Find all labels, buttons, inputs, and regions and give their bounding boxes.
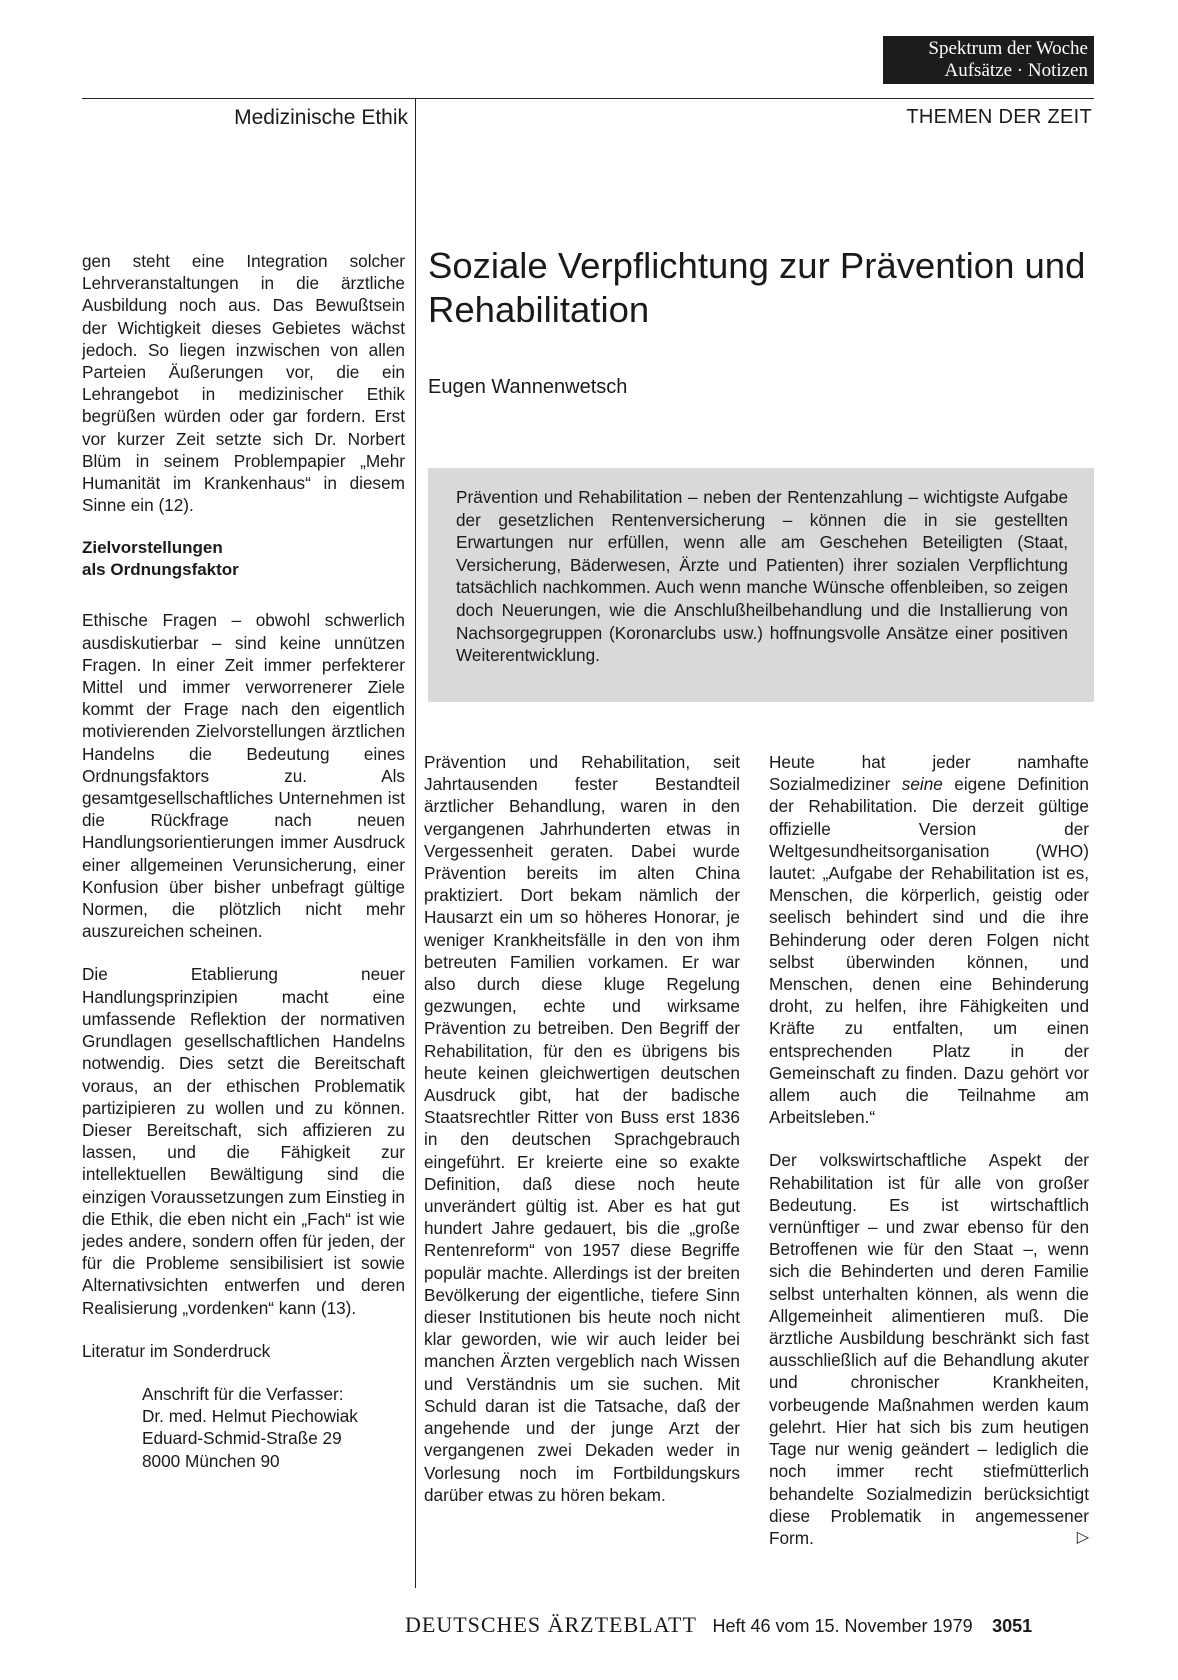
text-run: eigene Definition der Rehabilitation. Die derzeit gültige offizielle Version der Weltgesundheitsorganisation (WHO) lautet: „Aufgabe der Rehabilitation ist es, Menschen, die körperlich, geistig oder seelisch behindert sind und die ihre Behinderung oder deren Folgen nicht selbst überwinden können, und Menschen, denen eine Behinderung droht, zu helfen, ihre Fähigkeiten und Kräfte zu entfalten, um einen entsprechenden Platz in der Gemeinschaft zu finden. Dazu gehört vor allem auch die Teilnahme am Arbeitsleben.“ (769, 774, 1089, 1128)
article-column-2 (769, 751, 1089, 1570)
article-author: Eugen Wannenwetsch (428, 376, 628, 398)
column-divider (415, 98, 416, 1588)
section-left-label: Medizinische Ethik (234, 106, 408, 129)
section-tag-box (883, 36, 1094, 84)
section-tag-line2: Aufsätze · Notizen (944, 60, 1088, 81)
section-right-label: THEMEN DER ZEIT (906, 106, 1092, 128)
article-paragraph (769, 1149, 1089, 1549)
left-paragraph-1: gen steht eine Integration solcher Lehrveranstaltungen in die ärztliche Ausbildung noch aus. Das Bewußtsein der Wichtigkeit dieses Gebietes wächst jedoch. So liegen inzwischen von allen Parteien Äußerungen vor, die ein Lehrangebot in medizinischer Ethik begrüßen würden oder gar fordern. Erst vor kurzer Zeit setzte sich Dr. Norbert Blüm in seinem Problempapier „Mehr Humanität im Krankenhaus“ in diesem Sinne ein (12). (82, 251, 405, 516)
author-address (142, 1383, 405, 1472)
header-rule (82, 98, 1094, 99)
issue-info: Heft 46 vom 15. November 1979 (712, 1616, 973, 1636)
article-column-1 (424, 751, 740, 1527)
subheading (82, 537, 405, 581)
emphasis: seine (901, 774, 943, 795)
left-paragraph-3: Die Etablierung neuer Handlungsprinzipien macht eine umfassende Reflektion der normativen Grundlagen gesellschaftlichen Handelns notwendig. Dies setzt die Bereitschaft voraus, an der ethischen Problematik partizipieren zu wollen und zu können. Dieser Bereitschaft, sich affizieren zu lassen, und die Fähigkeit zur intellektuellen Bewältigung sind die einzigen Voraussetzungen zum Einstieg in die Ethik, die eben nicht ein „Fach“ ist wie jedes andere, sondern offen für jeden, der für die Probleme sensibilisiert ist sowie Alternativsichten entwerfen und deren Realisierung „vordenken“ kann (13). (82, 964, 405, 1318)
address-line: Eduard-Schmid-Straße 29 (142, 1428, 342, 1449)
address-line: 8000 München 90 (142, 1450, 280, 1471)
article-title: Soziale Verpflichtung zur Prävention und Rehabilitation (428, 245, 1086, 330)
magazine-name: DEUTSCHES ÄRZTEBLATT (405, 1612, 697, 1637)
left-paragraph-2: Ethische Fragen – obwohl schwerlich ausdiskutierbar – sind keine unnützen Fragen. In einer Zeit immer perfekterer Mittel und immer verworrenerer Ziele kommt der Frage nach den eigentlich motivierenden Zielvorstellungen ärztlichen Handelns die Bedeutung eines Ordnungsfaktors zu. Als gesamtgesellschaftliches Unternehmen ist die Rückfrage nach neuen Handlungsorientierungen immer Ausdruck einer allgemeinen Verunsicherung, einer Konfusion über bisher unbefragt gültige Normen, die plötzlich nicht mehr auszureichen scheinen. (82, 610, 405, 942)
subheading-line2: als Ordnungsfaktor (82, 560, 239, 580)
text-run: Der volkswirtschaftliche Aspekt der Rehabilitation ist für alle von großer Bedeutung. Es ist wirtschaftlich vernünftiger – und zwar ebenso für den Betroffenen wie für den Staat –, wenn sich die Behinderten und deren Familie selbst unterhalten können, als wenn die Allgemeinheit alimentieren muß. Die ärztliche Ausbildung beschränkt sich fast ausschließlich auf die Behandlung akuter und chronischer Krankheiten, vorbeugende Maßnahmen werden kaum gelehrt. Hier hat sich bis zum heutigen Tage nur wenig geändert – lediglich die noch immer recht stiefmütterlich behandelte Sozialmedizin berücksichtigt diese Problematik in angemessener Form. (769, 1150, 1089, 1548)
page-footer (405, 1612, 1105, 1638)
article-abstract: Prävention und Rehabilitation – neben der Rentenzahlung – wichtigste Aufgabe der gesetzlichen Rentenversicherung – können die in sie gestellten Erwartungen nur erfüllen, wenn alle am Geschehen Beteiligten (Staat, Versicherung, Bäderwesen, Ärzte und Patienten) ihrer sozialen Verpflichtung tatsächlich nachkommen. Auch wenn manche Wünsche offenbleiben, so zeigen doch Neuerungen, wie die Anschlußheilbehandlung und die Installierung von Nachsorgegruppen (Koronarclubs usw.) hoffnungsvolle Ansätze einer positiven Weiterentwicklung. (428, 468, 1094, 702)
literature-note: Literatur im Sonderdruck (82, 1340, 271, 1361)
address-line: Anschrift für die Verfasser: (142, 1383, 344, 1404)
article-paragraph: Prävention und Rehabilitation, seit Jahrtausenden fester Bestandteil ärztlicher Behandlung, waren in den vergangenen Jahrhunderten etwas in Vergessenheit geraten. Dabei wurde Prävention bereits im alten China praktiziert. Dort bekam nämlich der Hausarzt ein um so höheres Honorar, je weniger Krankheitsfälle in den von ihm betreuten Familien vorkamen. Er war also durch diese kluge Regelung gezwungen, echte und wirksame Prävention zu betreiben. Den Begriff der Rehabilitation, für den es übrigens bis heute keinen gleichwertigen deutschen Ausdruck gibt, hat der badische Staatsrechtler Ritter von Buss erst 1836 in den deutschen Sprachgebrauch eingeführt. Er kreierte eine so exakte Definition, daß diese noch heute unverändert gültig ist. Aber es hat gut hundert Jahre gedauert, bis die „große Rentenreform“ von 1957 diese Begriffe populär machte. Allerdings ist der breiten Bevölkerung der eigentliche, tiefere Sinn dieser Institutionen bis heute noch nicht klar geworden, wie wir auch leider bei manchen Ärzten vergeblich nach Wissen und Verständnis um sie suchen. Mit Schuld daran ist die Tatsache, daß der angehende und der junge Arzt der vergangenen zwei Dekaden weder in Vorlesung noch im Fortbildungskurs darüber etwas zu hören bekam. (424, 752, 740, 1505)
continue-arrow-icon: ▷ (1076, 1528, 1089, 1546)
text-run: Heute hat jeder namhafte Sozialmediziner (769, 752, 1089, 795)
left-column (82, 250, 405, 1472)
address-line: Dr. med. Helmut Piechowiak (142, 1406, 358, 1427)
article-paragraph (769, 751, 1089, 1128)
section-tag-line1: Spektrum der Woche (928, 38, 1088, 59)
page-number: 3051 (992, 1616, 1033, 1636)
subheading-line1: Zielvorstellungen (82, 538, 223, 558)
